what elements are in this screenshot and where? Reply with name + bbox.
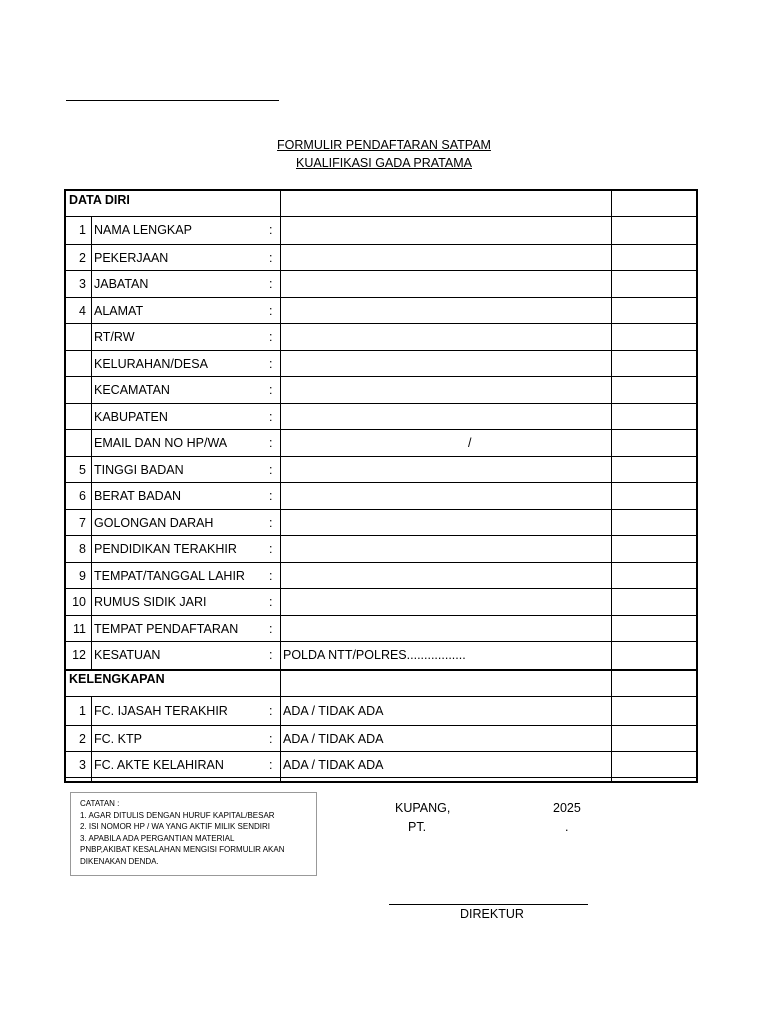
- signature-company-end: .: [565, 820, 569, 834]
- row-number: 7: [79, 515, 86, 530]
- row-colon: :: [269, 542, 273, 556]
- form-row: [66, 297, 696, 323]
- section-heading: KELENGKAPAN: [69, 672, 165, 686]
- signature-line: [389, 904, 588, 905]
- row-number: 10: [72, 595, 86, 609]
- row-number: 4: [79, 303, 86, 318]
- form-row: [66, 588, 696, 614]
- row-colon: :: [269, 621, 273, 636]
- row-label: KELURAHAN/DESA: [94, 356, 208, 371]
- row-value-field[interactable]: ADA / TIDAK ADA: [283, 731, 384, 746]
- row-colon: :: [269, 383, 273, 397]
- form-row: [66, 641, 696, 667]
- row-colon: :: [269, 223, 273, 237]
- form-row: [66, 562, 696, 588]
- form-row: [66, 323, 696, 349]
- row-number: 9: [79, 568, 86, 583]
- row-number: 5: [79, 462, 86, 477]
- form-row: [66, 751, 696, 777]
- note-line: 2. ISI NOMOR HP / WA YANG AKTIF MILIK SENDIRI: [80, 822, 270, 831]
- form-row: [66, 535, 696, 561]
- section-kelengkapan: [66, 670, 282, 696]
- row-label: PEKERJAAN: [94, 250, 169, 265]
- signature-company: PT.: [408, 820, 427, 834]
- row-colon: :: [269, 462, 273, 477]
- signature-city: KUPANG,: [395, 801, 451, 815]
- row-value-field[interactable]: ADA / TIDAK ADA: [283, 758, 384, 772]
- note-line: 3. APABILA ADA PERGANTIAN MATERIAL: [80, 833, 235, 843]
- row-colon: :: [269, 356, 273, 371]
- row-label: RT/RW: [94, 330, 135, 344]
- row-label: KECAMATAN: [94, 383, 170, 397]
- row-label: FC. IJASAH TERAKHIR: [94, 704, 228, 718]
- signature-year: 2025: [553, 801, 581, 815]
- row-colon: :: [269, 758, 273, 772]
- form-row: [66, 456, 696, 482]
- row-label: GOLONGAN DARAH: [94, 515, 214, 530]
- form-row: [66, 244, 696, 270]
- row-label: KABUPATEN: [94, 409, 168, 424]
- row-colon: :: [269, 648, 273, 662]
- notes-box: [70, 792, 317, 876]
- row-label: FC. KTP: [94, 731, 142, 746]
- form-row: [66, 482, 696, 508]
- row-number: 12: [72, 648, 86, 662]
- form-row: [66, 403, 696, 429]
- form-row: [66, 217, 696, 243]
- form-row: [66, 698, 696, 724]
- row-number: 3: [79, 277, 86, 291]
- row-label: TEMPAT/TANGGAL LAHIR: [94, 568, 245, 583]
- row-label: TINGGI BADAN: [94, 462, 184, 477]
- row-number: 1: [79, 223, 86, 237]
- row-label: EMAIL DAN NO HP/WA: [94, 436, 228, 450]
- row-divider: [66, 696, 696, 697]
- registration-form-table: [64, 189, 698, 783]
- form-row: [66, 270, 696, 296]
- note-line: PNBP,AKIBAT KESALAHAN MENGISI FORMULIR AKAN: [80, 845, 285, 854]
- row-label: PENDIDIKAN TERAKHIR: [94, 542, 237, 556]
- row-colon: :: [269, 515, 273, 530]
- notes-title: CATATAN :: [80, 799, 120, 808]
- row-value-field[interactable]: ADA / TIDAK ADA: [283, 704, 384, 718]
- row-colon: :: [269, 330, 273, 344]
- row-divider: [66, 777, 696, 778]
- row-colon: :: [269, 277, 273, 291]
- row-colon: :: [269, 731, 273, 746]
- row-colon: :: [269, 568, 273, 583]
- row-number: 6: [79, 489, 86, 503]
- form-subtitle: KUALIFIKASI GADA PRATAMA: [296, 156, 472, 170]
- form-row: [66, 615, 696, 641]
- note-line: DIKENAKAN DENDA.: [80, 856, 159, 866]
- row-number: 2: [79, 250, 86, 265]
- row-label: BERAT BADAN: [94, 489, 182, 503]
- row-number: 3: [79, 758, 86, 772]
- row-label: ALAMAT: [94, 303, 144, 318]
- form-row: [66, 350, 696, 376]
- form-row: [66, 376, 696, 402]
- section-heading: DATA DIRI: [69, 193, 130, 207]
- form-row: [66, 725, 696, 751]
- row-colon: :: [269, 436, 273, 450]
- section-data-diri: [66, 191, 282, 217]
- row-label: RUMUS SIDIK JARI: [94, 595, 207, 609]
- row-label: FC. AKTE KELAHIRAN: [94, 758, 224, 772]
- row-label: NAMA LENGKAP: [94, 223, 192, 237]
- row-colon: :: [269, 250, 273, 265]
- row-label: JABATAN: [94, 277, 149, 291]
- row-number: 2: [79, 731, 86, 746]
- row-colon: :: [269, 409, 273, 424]
- row-number: 11: [73, 621, 86, 636]
- row-number: 1: [79, 704, 86, 718]
- row-number: 8: [79, 542, 86, 556]
- row-colon: :: [269, 704, 273, 718]
- form-title: FORMULIR PENDAFTARAN SATPAM: [277, 138, 491, 152]
- note-line: 1. AGAR DITULIS DENGAN HURUF KAPITAL/BESAR: [80, 810, 275, 820]
- row-colon: :: [269, 303, 273, 318]
- row-label: TEMPAT PENDAFTARAN: [94, 621, 239, 636]
- header-underline: [66, 100, 279, 101]
- form-row: [66, 509, 696, 535]
- row-label: KESATUAN: [94, 648, 161, 662]
- form-row: [66, 429, 696, 455]
- row-slash: /: [468, 436, 472, 450]
- row-colon: :: [269, 595, 273, 609]
- row-value-field[interactable]: POLDA NTT/POLRES.................: [283, 648, 466, 662]
- signature-role: DIREKTUR: [460, 907, 524, 921]
- row-colon: :: [269, 489, 273, 503]
